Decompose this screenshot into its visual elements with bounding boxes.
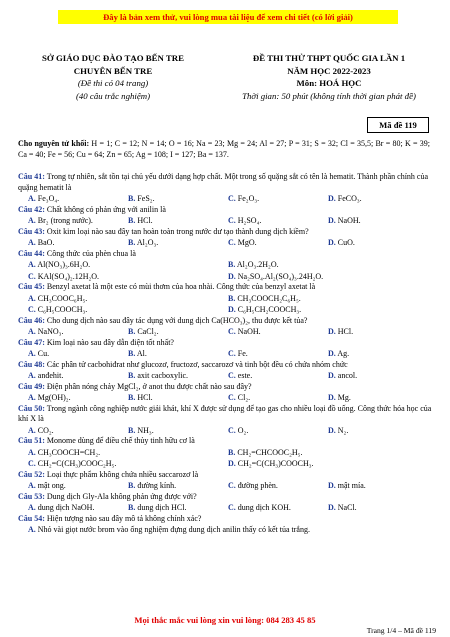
options-row xyxy=(18,392,432,404)
answer-option[interactable] xyxy=(228,293,301,305)
options-row xyxy=(18,293,432,305)
answer-option[interactable] xyxy=(128,193,155,205)
answer-option[interactable] xyxy=(28,215,93,227)
option-text: N₂. xyxy=(335,425,349,435)
question-stem xyxy=(18,172,432,193)
answer-option[interactable] xyxy=(128,480,176,492)
exam-code-box: Mã đề 119 xyxy=(367,117,429,133)
option-letter: A. xyxy=(28,349,36,358)
answer-option[interactable] xyxy=(128,348,147,360)
option-letter: C. xyxy=(228,194,236,203)
answer-option[interactable] xyxy=(328,480,366,492)
option-text: Al(NO₃)₃.6H₂O. xyxy=(35,260,91,269)
answer-option[interactable] xyxy=(28,480,66,492)
atomic-masses-label: Cho nguyên tử khối: xyxy=(18,139,90,148)
option-letter: D. xyxy=(328,481,336,490)
options-row xyxy=(18,370,432,382)
question-text: Chất không có phản ứng với anilin là xyxy=(44,204,166,214)
option-text: CH₃COOCH₂C₆H₅. xyxy=(235,293,301,303)
options-row xyxy=(18,326,432,338)
answer-option[interactable] xyxy=(228,326,261,338)
option-letter: D. xyxy=(328,371,336,380)
question-text: Monome dùng để điều chế thủy tinh hữu cơ là xyxy=(44,436,195,445)
contact-footer[interactable]: Mọi thắc mắc vui lòng xin vui lòng: 084 283 45 85 xyxy=(134,615,316,625)
option-text: Na₂SO₄.Al₂(SO₄)₃.24H₂O. xyxy=(235,271,324,281)
option-letter: C. xyxy=(228,216,236,225)
option-text: dung dịch NaOH. xyxy=(35,503,95,512)
option-letter: C. xyxy=(228,371,236,380)
option-text: CH₂=C(CH₃)COOC₂H₅. xyxy=(35,459,117,468)
option-text: Fe₂O₃. xyxy=(235,194,260,203)
option-letter: B. xyxy=(228,260,236,269)
option-text: CH₃COOCH=CH₂. xyxy=(35,447,101,457)
answer-option[interactable] xyxy=(228,447,302,459)
option-text: H₂SO₄. xyxy=(235,216,262,225)
answer-option[interactable] xyxy=(228,304,301,316)
option-letter: D. xyxy=(228,305,236,314)
answer-option[interactable] xyxy=(28,348,49,360)
option-letter: C. xyxy=(228,425,236,435)
option-letter: A. xyxy=(28,503,36,512)
school-name: CHUYÊN BẾN TRE xyxy=(73,65,153,76)
option-letter: A. xyxy=(28,447,36,457)
options-row xyxy=(18,480,432,492)
option-text: este. xyxy=(235,371,253,380)
option-text: Cu. xyxy=(35,349,50,358)
option-text: axit cacboxylic. xyxy=(135,371,188,380)
question-number: Câu 54: xyxy=(18,513,45,523)
option-text: CO₂. xyxy=(35,425,54,435)
option-text: ancol. xyxy=(335,371,358,380)
option-letter: D. xyxy=(228,459,236,468)
option-text: mật ong. xyxy=(35,481,66,490)
question-text: Trong ngành công nghiệp nước giải khát, khí X được sử dụng để tạo gas cho nhiều loại đồ uống. Công thức hóa học của khí X là xyxy=(18,403,432,423)
answer-option[interactable] xyxy=(28,370,63,382)
question-stem xyxy=(18,360,432,371)
answer-option[interactable] xyxy=(28,259,90,271)
question-text: Trong tự nhiên, sắt tồn tại chủ yếu dưới dạng hợp chất. Một trong số quặng sắt có tên là hematit. Thành phần chính của quặng hematit là xyxy=(18,172,429,192)
option-text: NaCl. xyxy=(335,503,357,512)
question-number: Câu 43: xyxy=(18,226,45,236)
option-text: Al₂O₃.2H₂O. xyxy=(235,260,279,269)
option-letter: D. xyxy=(328,216,336,225)
option-letter: B. xyxy=(228,293,236,303)
options-row xyxy=(18,215,432,227)
option-letter: C. xyxy=(28,305,36,314)
answer-option[interactable] xyxy=(328,348,349,360)
question-stem xyxy=(18,205,432,216)
answer-option[interactable] xyxy=(328,502,357,514)
answer-option[interactable] xyxy=(228,348,248,360)
question-stem xyxy=(18,227,432,238)
page-footer: Trang 1/4 – Mã đề 119 xyxy=(366,626,436,635)
answer-option[interactable] xyxy=(28,392,71,404)
option-text: O₂. xyxy=(235,425,249,435)
question-text: Cho dung dịch nào sau đây tác dụng với dung dịch Ca(HCO₃)₂, thu được kết tủa? xyxy=(44,315,308,325)
option-letter: C. xyxy=(228,503,236,512)
answer-option[interactable] xyxy=(128,370,188,382)
option-text: C₆H₅CH₂COOCH₃. xyxy=(235,305,302,314)
answer-option[interactable] xyxy=(28,425,54,437)
question-text: Benzyl axetat là một este có mùi thơm của hoa nhài. Công thức của benzyl axetat là xyxy=(44,282,316,291)
option-letter: A. xyxy=(28,293,36,303)
option-text: NaOH. xyxy=(335,216,361,225)
option-letter: D. xyxy=(328,425,336,435)
option-letter: B. xyxy=(128,327,136,336)
options-row xyxy=(18,259,432,271)
answer-option[interactable] xyxy=(128,392,153,404)
answer-option[interactable] xyxy=(28,237,54,249)
option-text: HCl. xyxy=(135,216,153,225)
option-text: đường kính. xyxy=(135,481,177,490)
answer-option[interactable] xyxy=(228,502,291,514)
option-letter: A. xyxy=(28,327,36,336)
option-letter: A. xyxy=(28,425,36,435)
option-text: CH₂=CHCOOC₂H₅. xyxy=(235,447,303,457)
question-number: Câu 48: xyxy=(18,359,45,369)
answer-option[interactable] xyxy=(228,259,279,271)
question-text: Các phân tử cacbohiđrat như glucozơ, fructozơ, saccarozơ và tinh bột đều có chứa nhóm chức xyxy=(44,359,348,369)
question-number: Câu 46: xyxy=(18,315,45,325)
option-letter: D. xyxy=(228,271,236,281)
header-right xyxy=(218,52,440,102)
option-text: MgO. xyxy=(235,238,257,247)
answer-option[interactable] xyxy=(128,215,153,227)
option-letter: D. xyxy=(328,349,336,358)
option-letter: B. xyxy=(128,393,136,402)
options-row xyxy=(18,193,432,205)
question-stem xyxy=(18,282,432,293)
option-letter: D. xyxy=(328,327,336,336)
question-number: Câu 42: xyxy=(18,204,45,214)
answer-option[interactable] xyxy=(28,326,63,338)
answer-option[interactable] xyxy=(228,458,314,470)
option-text: Nhỏ vài giọt nước brom vào ống nghiệm đựng dung dịch anilin thấy có kết tủa trắng. xyxy=(35,525,310,534)
options-row xyxy=(18,237,432,249)
option-letter: A. xyxy=(28,371,36,380)
answer-option[interactable] xyxy=(328,370,357,382)
answer-option[interactable] xyxy=(128,326,159,338)
question-number: Câu 52: xyxy=(18,469,45,479)
option-letter: C. xyxy=(228,481,236,490)
answer-option[interactable] xyxy=(128,237,158,249)
school-year: NĂM HỌC 2022-2023 xyxy=(287,65,371,76)
option-text: Al. xyxy=(135,349,147,358)
answer-option[interactable] xyxy=(328,392,351,404)
question-stem xyxy=(18,249,432,260)
option-letter: A. xyxy=(28,525,36,534)
page-count-note: (Đề thi có 04 trang) xyxy=(77,78,149,88)
answer-option[interactable] xyxy=(28,304,87,316)
option-letter: B. xyxy=(128,425,136,435)
option-letter: B. xyxy=(128,371,136,380)
options-row xyxy=(18,425,432,437)
options-row xyxy=(18,304,432,316)
question-count-note: (40 câu trắc nghiệm) xyxy=(75,90,151,101)
question-stem xyxy=(18,338,432,349)
option-text: dung dịch KOH. xyxy=(235,503,291,512)
exam-title: ĐỀ THI THỬ THPT QUỐC GIA LẦN 1 xyxy=(252,53,406,63)
question-number: Câu 44: xyxy=(18,248,45,258)
answer-option[interactable] xyxy=(228,215,261,227)
option-text: Fe. xyxy=(235,349,248,358)
option-text: CH₃COOC₆H₅. xyxy=(35,293,88,303)
question-number: Câu 53: xyxy=(18,491,45,501)
option-text: mật mía. xyxy=(335,481,366,490)
answer-option[interactable] xyxy=(228,370,252,382)
answer-option[interactable] xyxy=(28,271,99,283)
options-row xyxy=(18,348,432,360)
option-letter: B. xyxy=(128,503,136,512)
atomic-masses xyxy=(18,138,430,160)
question-stem xyxy=(18,382,432,393)
answer-option[interactable] xyxy=(328,425,348,437)
answer-option[interactable] xyxy=(28,458,116,470)
option-letter: B. xyxy=(128,194,136,203)
option-letter: C. xyxy=(28,459,36,468)
option-text: NH₃. xyxy=(135,425,154,435)
option-text: Cl₂. xyxy=(235,393,251,402)
option-text: KAl(SO₄)₂.12H₂O. xyxy=(35,271,100,281)
options-row xyxy=(18,458,432,470)
options-row xyxy=(18,502,432,514)
option-text: anđehit. xyxy=(35,371,64,380)
question-text: Oxit kim loại nào sau đây tan hoàn toàn trong nước dư tạo thành dung dịch kiềm? xyxy=(44,226,309,236)
option-letter: A. xyxy=(28,238,36,247)
option-text: CaCl₂. xyxy=(135,327,159,336)
option-letter: A. xyxy=(28,393,36,402)
question-number: Câu 41: xyxy=(18,172,45,181)
question-number: Câu 47: xyxy=(18,337,45,347)
answer-option[interactable] xyxy=(328,326,353,338)
question-stem xyxy=(18,436,432,447)
option-text: BaO. xyxy=(35,238,55,247)
option-letter: C. xyxy=(228,327,236,336)
answer-option[interactable] xyxy=(28,293,87,305)
question-number: Câu 45: xyxy=(18,282,45,291)
option-letter: B. xyxy=(128,238,136,247)
answer-option[interactable] xyxy=(228,193,259,205)
question-text: Công thức của phèn chua là xyxy=(44,248,136,258)
option-text: Fe₃O₄. xyxy=(35,194,60,203)
option-letter: B. xyxy=(128,481,136,490)
answer-option[interactable] xyxy=(228,480,278,492)
answer-option[interactable] xyxy=(228,237,257,249)
question-stem xyxy=(18,470,432,481)
option-text: HCl. xyxy=(335,327,354,336)
option-letter: A. xyxy=(28,481,36,490)
answer-option[interactable] xyxy=(28,193,59,205)
answer-option[interactable] xyxy=(28,524,310,536)
option-letter: C. xyxy=(228,238,236,247)
question-text: Dung dịch Gly-Ala không phản ứng được với? xyxy=(44,491,197,501)
option-text: HCl. xyxy=(135,393,153,402)
option-letter: B. xyxy=(128,216,136,225)
answer-option[interactable] xyxy=(228,392,250,404)
answer-option[interactable] xyxy=(128,502,186,514)
options-row xyxy=(18,524,432,536)
option-text: Mg(OH)₂. xyxy=(35,393,71,402)
option-text: NaOH. xyxy=(235,327,261,336)
option-letter: C. xyxy=(28,271,36,281)
option-text: dung dịch HCl. xyxy=(135,503,187,512)
question-stem xyxy=(18,316,432,327)
option-letter: B. xyxy=(228,447,236,457)
question-stem xyxy=(18,514,432,525)
option-text: CH₂=C(CH₃)COOCH₃. xyxy=(235,459,314,468)
option-letter: D. xyxy=(328,393,336,402)
question-number: Câu 51: xyxy=(18,436,45,445)
answer-option[interactable] xyxy=(28,447,100,459)
option-letter: D. xyxy=(328,194,336,203)
department-name: SỞ GIÁO DỤC ĐÀO TẠO BẾN TRE xyxy=(42,53,184,63)
option-text: Ag. xyxy=(335,349,350,358)
question-text: Kim loại nào sau đây dẫn điện tốt nhất? xyxy=(44,337,174,347)
options-row xyxy=(18,447,432,459)
option-letter: A. xyxy=(28,260,36,269)
answer-option[interactable] xyxy=(328,193,362,205)
option-letter: A. xyxy=(28,216,36,225)
answer-option[interactable] xyxy=(128,425,154,437)
options-row xyxy=(18,271,432,283)
option-letter: C. xyxy=(228,393,236,402)
question-text: Hiện tượng nào sau đây mô tả không chính xác? xyxy=(44,513,202,523)
question-stem xyxy=(18,404,432,425)
answer-option[interactable] xyxy=(228,425,248,437)
option-letter: C. xyxy=(228,349,236,358)
option-letter: A. xyxy=(28,194,36,203)
subject: Môn: HOÁ HỌC xyxy=(296,78,362,88)
answer-option[interactable] xyxy=(28,502,94,514)
option-letter: D. xyxy=(328,238,336,247)
option-text: đường phèn. xyxy=(235,481,278,490)
option-text: CuO. xyxy=(335,238,355,247)
answer-option[interactable] xyxy=(328,215,361,227)
question-number: Câu 50: xyxy=(18,403,45,413)
time-limit: Thời gian: 50 phút (không tính thời gian phát đề) xyxy=(242,90,416,101)
option-text: Br₂ (trong nước). xyxy=(35,216,93,225)
option-letter: B. xyxy=(128,349,136,358)
option-text: Mg. xyxy=(335,393,351,402)
header-left xyxy=(18,52,208,102)
question-stem xyxy=(18,492,432,503)
option-text: C₆H₅COOCH₃. xyxy=(35,305,88,314)
option-text: Al₂O₃. xyxy=(135,238,159,247)
question-number: Câu 49: xyxy=(18,381,45,391)
answer-option[interactable] xyxy=(228,271,323,283)
question-text: Loại thực phẩm không chứa nhiều saccarozơ là xyxy=(44,469,199,479)
question-list xyxy=(18,172,432,536)
option-text: FeS₂. xyxy=(135,194,155,203)
question-text: Điện phân nóng chảy MgCl₂, ở anot thu được chất nào sau đây? xyxy=(44,381,252,391)
option-text: FeCO₃. xyxy=(335,194,362,203)
answer-option[interactable] xyxy=(328,237,355,249)
option-letter: D. xyxy=(328,503,336,512)
option-text: NaNO₃. xyxy=(35,327,64,336)
preview-banner[interactable]: Đây là bản xem thử, vui lòng mua tài liệu để xem chi tiết (có lời giải) xyxy=(58,10,398,24)
atomic-masses-text: H = 1; C = 12; N = 14; O = 16; Na = 23; Mg = 24; Al = 27; P = 31; S = 32; Cl = 35,5; Br = 80; K = 39; Ca = 40; Fe = 56; Cu = 64; Zn = 65; Ag = 108; I = 127; Ba = 137. xyxy=(18,139,431,159)
